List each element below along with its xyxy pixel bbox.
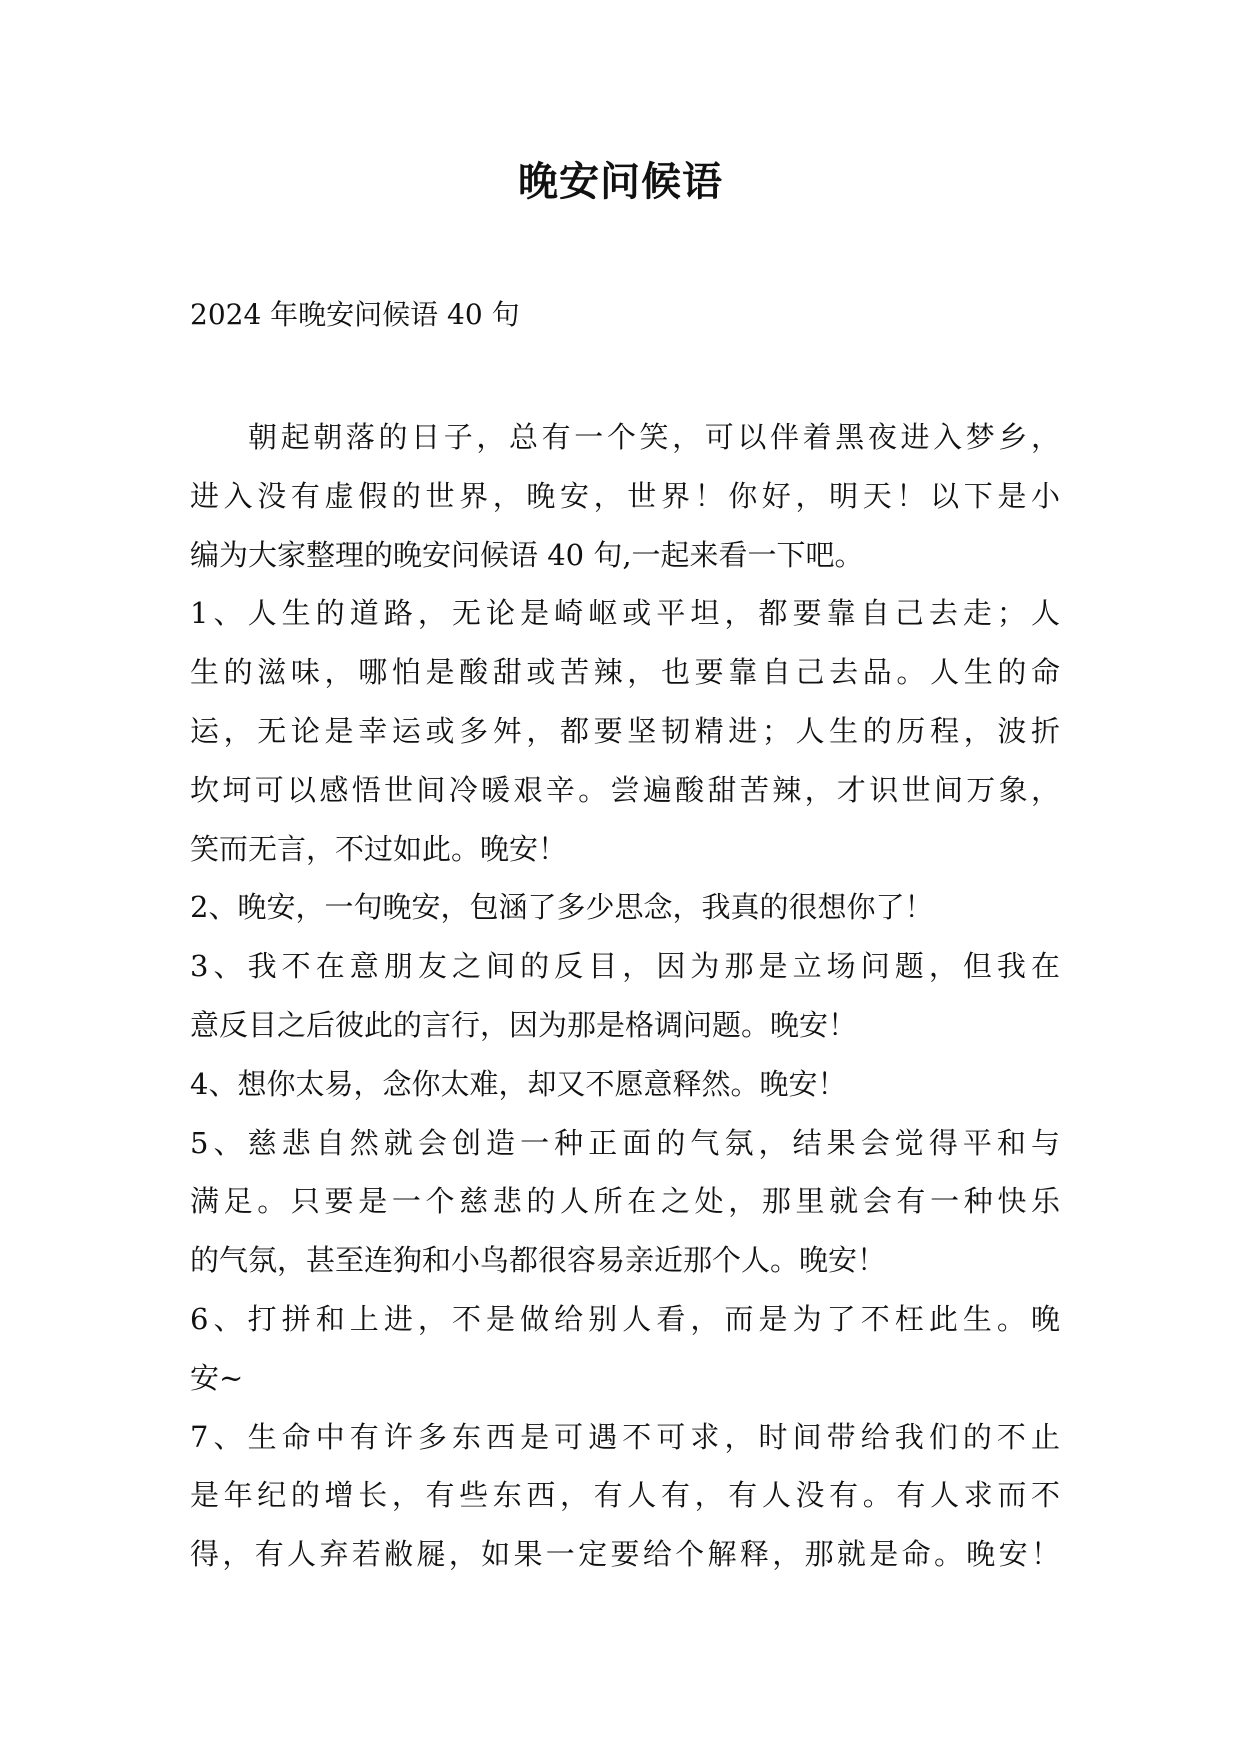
text-line: 意反目之后彼此的言行，因为那是格调问题。晚安！ bbox=[190, 1007, 858, 1042]
text-line: 进入没有虚假的世界，晚安，世界！你好，明天！以下是小 bbox=[190, 478, 1060, 513]
text-line: 5、慈悲自然就会创造一种正面的气氛，结果会觉得平和与 bbox=[190, 1125, 1060, 1160]
text-line: 笑而无言，不过如此。晚安！ bbox=[190, 831, 568, 866]
body-text bbox=[190, 408, 1060, 1584]
text-line: 运，无论是幸运或多舛，都要坚韧精进；人生的历程，波折 bbox=[190, 713, 1060, 748]
text-line: 2、晚安，一句晚安，包涵了多少思念，我真的很想你了！ bbox=[190, 890, 934, 925]
text-line: 坎坷可以感悟世间冷暖艰辛。尝遍酸甜苦辣，才识世间万象， bbox=[190, 772, 1060, 807]
text-line: 的气氛，甚至连狗和小鸟都很容易亲近那个人。晚安！ bbox=[190, 1243, 887, 1278]
page-title: 晚安问候语 bbox=[518, 158, 723, 205]
text-line: 满足。只要是一个慈悲的人所在之处，那里就会有一种快乐 bbox=[190, 1184, 1060, 1219]
text-line: 是年纪的增长，有些东西，有人有，有人没有。有人求而不 bbox=[190, 1478, 1060, 1513]
text-line: 编为大家整理的晚安问候语 40 句,一起来看一下吧。 bbox=[190, 537, 864, 572]
text-line: 6、打拼和上进，不是做给别人看，而是为了不枉此生。晚 bbox=[190, 1301, 1060, 1336]
text-line: 1、人生的道路，无论是崎岖或平坦，都要靠自己去走；人 bbox=[190, 596, 1060, 631]
document-subtitle: 2024 年晚安问候语 40 句 bbox=[190, 298, 520, 331]
text-line: 朝起朝落的日子，总有一个笑，可以伴着黑夜进入梦乡， bbox=[248, 420, 1060, 454]
text-line: 3、我不在意朋友之间的反目，因为那是立场问题，但我在 bbox=[190, 949, 1060, 984]
text-line: 安~ bbox=[190, 1360, 244, 1395]
text-line: 7、生命中有许多东西是可遇不可求，时间带给我们的不止 bbox=[190, 1419, 1060, 1454]
text-line: 得，有人弃若敝屣，如果一定要给个解释，那就是命。晚安！ bbox=[190, 1537, 1060, 1572]
text-line: 生的滋味，哪怕是酸甜或苦辣，也要靠自己去品。人生的命 bbox=[190, 655, 1060, 690]
text-line: 4、想你太易，念你太难，却又不愿意释然。晚安！ bbox=[190, 1066, 847, 1101]
